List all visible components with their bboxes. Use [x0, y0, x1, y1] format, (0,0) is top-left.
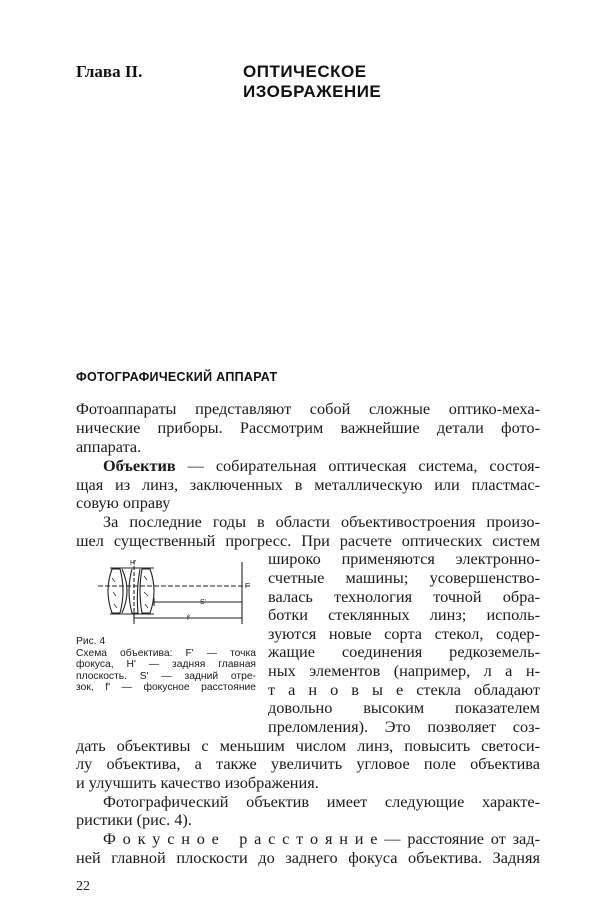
- text-line: [76, 811, 540, 829]
- text-line: [268, 643, 540, 661]
- text-line: [268, 550, 540, 568]
- chapter-title-line-1: ОПТИЧЕСКОЕ: [243, 62, 367, 81]
- text-line: [76, 830, 540, 848]
- text-line: [76, 476, 540, 494]
- text-line: [268, 569, 540, 587]
- text-line: [268, 606, 540, 624]
- text-line-content: валась технология точной обра-: [268, 587, 540, 606]
- text-line: [268, 662, 540, 680]
- text-line-content: зуются новые сорта стекол, содер-: [268, 624, 540, 643]
- text-line: [76, 774, 540, 792]
- text-line: [76, 849, 540, 867]
- text-line-content: жащие соединения редкоземель-: [268, 642, 540, 661]
- text-line: [76, 755, 540, 773]
- text-line: [268, 625, 540, 643]
- text-line-content: — собирательная оптическая система, состоя-: [175, 456, 540, 475]
- caption-line: Схема объектива: F' — точка: [76, 647, 256, 659]
- text-line-content: лу объектива, а также увеличить угловое поле объектива: [76, 754, 540, 773]
- page-number: 22: [76, 879, 90, 894]
- text-line: [76, 457, 540, 475]
- label-f-point: F': [245, 583, 251, 590]
- text-line: [76, 438, 540, 456]
- text-line-content: Ф о к у с н о е р а с с т о я н и е — расстояние от зад-: [103, 829, 540, 848]
- text-line-content: широко применяются электронно-: [268, 549, 540, 568]
- text-line-content: нические приборы. Рассмотрим важнейшие детали фото-: [76, 418, 540, 437]
- text-line-content: и улучшить качество изображения.: [76, 773, 319, 792]
- caption-line: плоскость. S' — задний отре-: [76, 670, 256, 682]
- caption-line: зок, f' — фокусное расстояние: [76, 682, 256, 693]
- text-line-content: ристики (рис. 4).: [76, 810, 192, 829]
- text-line-content: Фотографический объектив имеет следующие характе-: [103, 792, 540, 811]
- text-line: [76, 532, 540, 550]
- text-line-content: довольно высоким показателем: [268, 698, 540, 717]
- text-line-content: преломления). Это позволяет соз-: [268, 717, 540, 736]
- figure-caption: [76, 636, 256, 694]
- text-line-content: аппарата.: [76, 437, 142, 456]
- caption-title: Рис. 4: [76, 636, 106, 647]
- text-line-content: щая из линз, заключенных в металлическую или пластмас-: [76, 475, 540, 494]
- text-line-content: ботки стеклянных линз; исполь-: [268, 605, 540, 624]
- text-line-content: Фотоаппараты представляют собой сложные оптико-меха-: [76, 399, 540, 418]
- lens-diagram-figure: [92, 558, 262, 643]
- chapter-label: Глава II.: [76, 62, 143, 81]
- text-line: [76, 793, 540, 811]
- text-line-content: совую оправу: [76, 493, 171, 512]
- caption-line: фокуса, H' — задняя главная: [76, 659, 256, 670]
- text-line-content: ных элементов (например, л а н-: [268, 661, 540, 680]
- text-line-content: За последние годы в области объективостроения произо-: [103, 512, 540, 531]
- text-line: [268, 588, 540, 606]
- text-line-content: счетные машины; усовершенство-: [268, 568, 540, 587]
- text-line: [76, 419, 540, 437]
- term-bold: Объектив: [103, 456, 176, 475]
- text-line: [268, 699, 540, 717]
- text-line-content: шел существенный прогресс. При расчете оптических систем: [76, 531, 540, 550]
- text-line: [76, 400, 540, 418]
- section-heading: ФОТОГРАФИЧЕСКИЙ АППАРАТ: [76, 370, 278, 384]
- text-line-content: дать объективы с меньшим числом линз, повысить светоси-: [76, 736, 540, 755]
- text-line: [76, 513, 540, 531]
- text-line: [268, 681, 540, 699]
- text-line: [268, 718, 540, 736]
- text-line: [76, 494, 540, 512]
- text-line-content: т а н о в ы е стекла обладают: [268, 680, 540, 699]
- chapter-title-line-2: ИЗОБРАЖЕНИЕ: [243, 82, 382, 101]
- text-line: [76, 737, 540, 755]
- text-line-content: ней главной плоскости до заднего фокуса объектива. Задняя: [76, 848, 540, 867]
- label-s: S': [200, 599, 207, 606]
- label-f: f': [187, 615, 191, 622]
- label-h: H': [130, 560, 137, 567]
